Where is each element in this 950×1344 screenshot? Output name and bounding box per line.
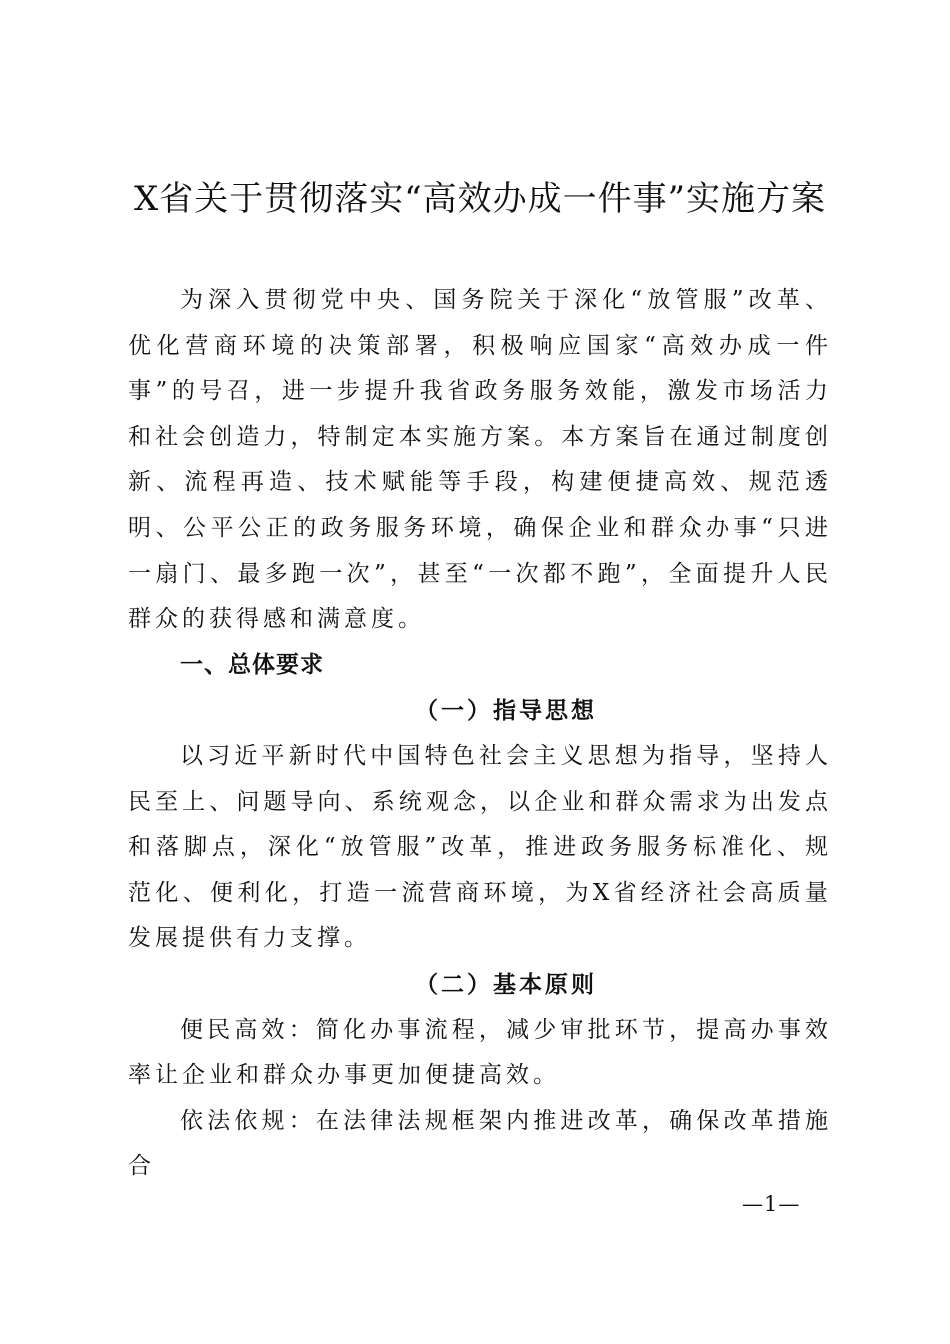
page-number: —1— — [742, 1192, 801, 1216]
document-body — [128, 278, 832, 1190]
principle-paragraph-convenience: 便民高效：简化办事流程，减少审批环节，提高办事效率让企业和群众办事更加便捷高效。 — [128, 1016, 832, 1089]
guiding-thought-paragraph: 以习近平新时代中国特色社会主义思想为指导，坚持人民至上、问题导向、系统观念，以企业和群众需求为出发点和落脚点，深化“放管服”改革，推进政务服务标准化、规范化、便利化，打造一流营商环境，为X省经济社会高质量发展提供有力支撑。 — [128, 742, 832, 952]
subsection-heading-basic-principles: （二）基本原则 — [415, 970, 597, 998]
subsection-heading-guiding-thought: （一）指导思想 — [415, 697, 597, 725]
section-heading-overall-requirements: 一、总体要求 — [180, 651, 324, 678]
document-title: X省关于贯彻落实“高效办成一件事”实施方案 — [134, 179, 826, 219]
intro-paragraph: 为深入贯彻党中央、国务院关于深化“放管服”改革、优化营商环境的决策部署，积极响应国家“高效办成一件事”的号召，进一步提升我省政务服务效能，激发市场活力和社会创造力，特制定本实施方案。本方案旨在通过制度创新、流程再造、技术赋能等手段，构建便捷高效、规范透明、公平公正的政务服务环境，确保企业和群众办事“只进一扇门、最多跑一次”，甚至“一次都不跑”，全面提升人民群众的获得感和满意度。 — [128, 287, 832, 633]
principle-paragraph-lawful: 依法依规：在法律法规框架内推进改革，确保改革措施合 — [128, 1107, 832, 1180]
